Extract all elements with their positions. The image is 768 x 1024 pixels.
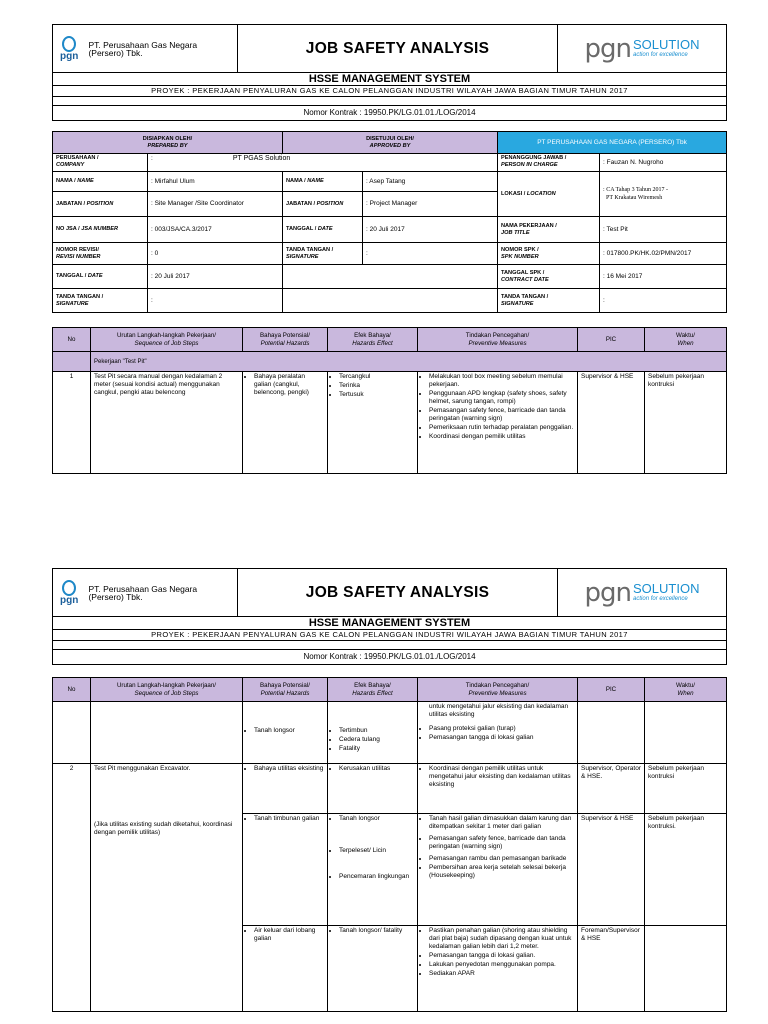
pgn-solution-logo: pgn SOLUTION action for excellence	[584, 577, 700, 608]
pgn-solution-logo: pgn SOLUTION action for excellence	[584, 33, 700, 64]
table-row: • Air keluar dari lobang galian • Tanah longsor/ fatality • Pastikan penahan galian (shoring atau shielding dari plat baja) sudah dipasang dengan kuat untuk kedalaman galian lebih dari 1,2 meter. • Pemasangan tangga di lokasi galian. • Lakukan penyedotan menggunakan pompa. • Sediakan APAR Foreman/Supervisor & HSE	[53, 926, 727, 1012]
approved-position: Project Manager	[369, 200, 418, 207]
table-row: • Tanah timbunan galian • Tanah longsor • Terpeleset/ Licin • Pencemaran lingkungan • Tanah hasil galian dimasukkan dalam karung dan ditempatkan sekitar 1 meter dari galian • Pemasangan safety fence, barricade dan tanda peringatan (warning sign) • Pemasangan rambu dan pemasangan barikade • Pembersihan area kerja setelah selesai bekerja (Housekeeping) Supervisor & HSE Sebelum pekerjaan kontruksi.	[53, 814, 727, 926]
pgn-logo-icon: pgn	[56, 36, 82, 62]
approved-name: Asep Tatang	[369, 177, 406, 185]
document-title: JOB SAFETY ANALYSIS	[238, 25, 558, 73]
job-title: Test Pit	[606, 225, 628, 233]
prepared-date: 20 Juli 2017	[154, 272, 190, 280]
table-row: • Tanah longsor • Tertimbun • Cedera tulang • Fatality untuk mengetahui jalur eksisting dan kedalaman utilitas eksisting • Pasang proteksi galian (turap) • Pemasangan tangga di lokasi galian	[53, 702, 727, 764]
pgn-logo-icon: pgn	[56, 580, 82, 606]
location-value: CA Tahap 3 Tahun 2017 -	[606, 187, 668, 193]
prepared-name: Mirfahul Ulum	[154, 177, 195, 185]
hsse-title: HSSE MANAGEMENT SYSTEM	[53, 617, 727, 630]
table-row: 2 Test Pit menggunakan Excavator. (Jika utilitas existing sudah diketahui, koordinasi dengan pemilik utilitas) • Bahaya utilitas eksisting • Kerusakan utilitas • Koordinasi dengan pemilik utilitas untuk mengetahui jalur eksisting dan kedalaman utilitas eksisting Supervisor, Operator & HSE. Sebelum pekerjaan kontruksi	[53, 764, 727, 814]
job-name-row: Pekerjaan "Test Pit"	[91, 352, 727, 372]
jsa-header-2	[52, 568, 727, 665]
hsse-title: HSSE MANAGEMENT SYSTEM	[53, 73, 727, 86]
approved-date: 20 Juli 2017	[369, 225, 405, 233]
document-title: JOB SAFETY ANALYSIS	[238, 569, 558, 617]
contract-date: 16 Mei 2017	[606, 272, 643, 280]
pic-value: Fauzan N. Nugroho	[606, 158, 664, 166]
company-name: PT. Perusahaan Gas Negara (Persero) Tbk.	[88, 583, 198, 602]
contract-number: Nomor Kontrak : 19950.PK/LG.01.01./LOG/2014	[53, 106, 727, 121]
project-title: PROYEK : PEKERJAAN PENYALURAN GAS KE CALON PELANGGAN INDUSTRI WILAYAH JAWA BAGIAN TIMUR TAHUN 2017	[53, 86, 727, 97]
project-title: PROYEK : PEKERJAAN PENYALURAN GAS KE CALON PELANGGAN INDUSTRI WILAYAH JAWA BAGIAN TIMUR TAHUN 2017	[53, 630, 727, 641]
approval-table: DISIAPKAN OLEH/ PREPARED BY DISETUJUI OLEH/ APPROVED BY PT PERUSAHAAN GAS NEGARA (PERSERO) Tbk PERUSAHAAN / COMPANY : PT PGAS Solution PENANGGUNG JAWAB / PERSON IN CHARGE : Fauzan N. Nugroho NAMA / NAME : Mirfahul Ulum NAMA / NAME : Asep Tatang LOKASI / LOCATION : CA Tahap 3 Tahun 2017 - PT Krakatau Wiremesh JABATAN / POSITION : Site Manager /Site Coordinator JABATAN / POSITION : Project Manager NO JSA / JSA NUMBER : 003/JSA/CA.3/2017 TANGGAL / DATE : 20 Juli 2017 NAMA PEKERJAAN / JOB TITLE : Test Pit NOMOR REVISI/ REVISI NUMBER : 0 TANDA TANGAN / SIGNATURE : NOMOR SPK / SPK NUMBER : 017800.PK/HK.02/PMN/2017 TANGGAL / DATE : 20 Juli 2017 TANGGAL SPK / CONTRACT DATE : 16 Mei 2017 TANDA TANGAN / SIGNATURE : TANDA TANGAN / SIGNATURE :	[52, 131, 727, 313]
jsa-page-2	[52, 568, 726, 1012]
column-header-row: No Urutan Langkah-langkah Pekerjaan/ Sequence of Job Steps Bahaya Potensial/ Potential Hazards Efek Bahaya/ Hazards Effect Tindakan Pencegahan/ Preventive Measures PIC Waktu/ When	[53, 328, 727, 352]
jsa-number: 003/JSA/CA.3/2017	[154, 225, 212, 233]
jsa-table-1	[52, 327, 727, 474]
jsa-page-1	[52, 24, 726, 474]
spk-number: 017800.PK/HK.02/PMN/2017	[606, 249, 692, 257]
approved-by-header: DISETUJUI OLEH/ APPROVED BY	[283, 132, 498, 154]
column-header-row: No Urutan Langkah-langkah Pekerjaan/ Sequence of Job Steps Bahaya Potensial/ Potential Hazards Efek Bahaya/ Hazards Effect Tindakan Pencegahan/ Preventive Measures PIC Waktu/ When	[53, 678, 727, 702]
jsa-header-1	[52, 24, 727, 121]
company-name: PT. Perusahaan Gas Negara (Persero) Tbk.	[88, 39, 198, 58]
table-row: 1 Test Pit secara manual dengan kedalaman 2 meter (sesuai kondisi actual) menggunakan cangkul, pengki atau belencong • Bahaya peralatan galian (cangkul, belencong, pengki) • Tercangkul • Terinka • Tertusuk • Melakukan tool box meeting sebelum memulai pekerjaan. • Penggunaan APD lengkap (safety shoes, safety helmet, sarung tangan, rompi) • Pemasangan safety fence, barricade dan tanda peringatan (warning sign) • Pemeriksaan rutin terhadap peralatan penggalian. • Koordinasi dengan pemilik utilitas Supervisor & HSE Sebelum pekerjaan kontruksi	[53, 372, 727, 474]
prepared-by-header: DISIAPKAN OLEH/ PREPARED BY	[53, 132, 283, 154]
pgn-header: PT PERUSAHAAN GAS NEGARA (PERSERO) Tbk	[498, 132, 727, 154]
jsa-table-2	[52, 677, 727, 1012]
revision-number: 0	[154, 249, 159, 257]
contract-number: Nomor Kontrak : 19950.PK/LG.01.01./LOG/2014	[53, 650, 727, 665]
company-value: PT PGAS Solution	[232, 155, 291, 162]
prepared-position: Site Manager /Site Coordinator	[154, 200, 244, 207]
